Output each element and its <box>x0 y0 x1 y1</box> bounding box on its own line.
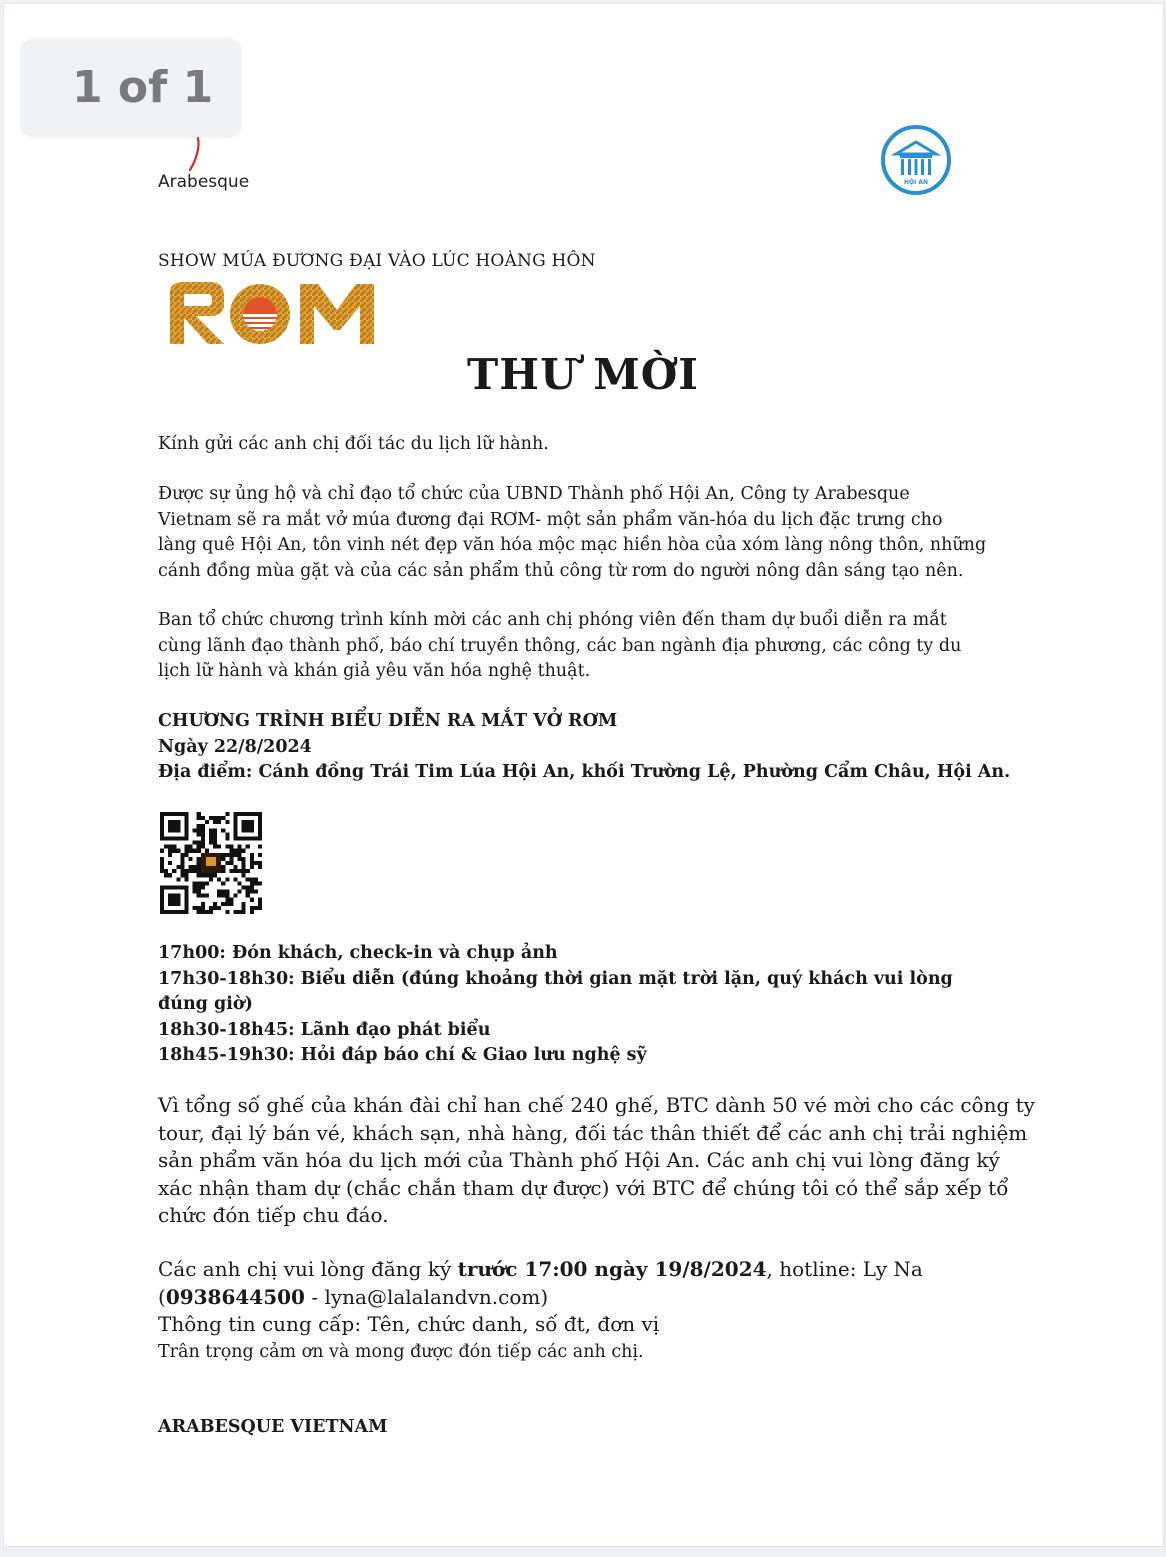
intro-line: Vietnam sẽ ra mắt vở múa đương đại RƠM- một sản phẩm văn-hóa du lịch đặc trưng cho <box>158 509 943 530</box>
register-hotline: , hotline: Ly Na <box>766 1257 923 1281</box>
register-deadline: trước 17:00 ngày 19/8/2024 <box>457 1257 767 1281</box>
schedule-item: 18h30-18h45: Lãnh đạo phát biểu <box>158 1019 491 1040</box>
thanks-line: Trân trọng cảm ơn và mong được đón tiếp các anh chị. <box>158 1342 644 1362</box>
greeting: Kính gửi các anh chị đối tác du lịch lữ hành. <box>158 434 549 454</box>
seats-line: Vì tổng số ghế của khán đài chỉ han chế 240 ghế, BTC dành 50 vé mời cho các công ty <box>158 1093 1035 1117</box>
schedule-item: 17h00: Đón khách, check-in và chụp ảnh <box>158 943 558 963</box>
hoi-an-seal-icon <box>880 124 952 196</box>
letter-title: THƯ MỜI <box>467 350 699 399</box>
seats-line: sản phẩm văn hóa du lịch mới của Thành phố Hội An. Các anh chị vui lòng đăng ký <box>158 1148 1000 1172</box>
event-details <box>158 709 1038 786</box>
brand-mark-icon <box>188 136 202 172</box>
register-prefix: Các anh chị vui lòng đăng ký <box>158 1257 458 1281</box>
seal-text: HỘI AN <box>903 179 929 186</box>
registration <box>158 1256 1038 1339</box>
seats-line: tour, đại lý bán vé, khách sạn, nhà hàng, đối tác thân thiết để các anh chị trải nghiệm <box>158 1120 1028 1145</box>
event-heading: CHƯƠNG TRÌNH BIỂU DIỄN RA MẮT VỞ RƠM <box>158 711 618 731</box>
registration-line <box>158 1256 1038 1284</box>
intro-paragraph <box>158 482 1038 584</box>
seats-line: chức đón tiếp chu đáo. <box>158 1203 389 1227</box>
invite-line: lịch lữ hành và khán giả yêu văn hóa nghệ thuật. <box>158 661 591 681</box>
intro-line: cánh đồng mùa gặt và của các sản phẩm thủ công từ rơm do người nông dân sáng tạo nên. <box>158 560 964 581</box>
seats-line: xác nhận tham dự (chắc chắn tham dự được) với BTC để chúng tôi có thể sắp xếp tổ <box>158 1175 1009 1200</box>
intro-line: Được sự ủng hộ và chỉ đạo tổ chức của UBND Thành phố Hội An, Công ty Arabesque <box>158 484 910 504</box>
rom-show-logo <box>162 278 387 348</box>
schedule-item: đúng giờ) <box>158 994 253 1014</box>
schedule-item: 17h30-18h30: Biểu diễn (đúng khoảng thời gian mặt trời lặn, quý khách vui lòng <box>158 968 953 989</box>
invite-line: Ban tổ chức chương trình kính mời các anh chị phóng viên đến tham dự buổi diễn ra mắt <box>158 610 947 630</box>
brand-name: Arabesque <box>158 172 250 192</box>
schedule <box>158 941 1038 1069</box>
invite-paragraph <box>158 608 1038 685</box>
signature: ARABESQUE VIETNAM <box>158 1417 388 1437</box>
page-indicator: 1 of 1 <box>20 38 242 138</box>
schedule-item: 18h45-19h30: Hỏi đáp báo chí & Giao lưu nghệ sỹ <box>158 1045 647 1065</box>
qr-code[interactable] <box>160 812 262 914</box>
contact-email[interactable]: - lyna@lalalandvn.com) <box>304 1284 549 1309</box>
intro-line: làng quê Hội An, tôn vinh nét đẹp văn hóa mộc mạc hiền hòa của xóm làng nông thôn, những <box>158 535 987 555</box>
contact-phone[interactable]: 0938644500 <box>165 1284 305 1309</box>
seats-paragraph <box>158 1092 1038 1230</box>
contact-paren: ( <box>158 1284 166 1309</box>
info-line: Thông tin cung cấp: Tên, chức danh, số đt, đơn vị <box>158 1312 660 1336</box>
show-subtitle: SHOW MÚA ĐƯƠNG ĐẠI VÀO LÚC HOÀNG HÔN <box>158 251 596 271</box>
event-venue: Địa điểm: Cánh đồng Trái Tim Lúa Hội An, khối Trường Lệ, Phường Cẩm Châu, Hội An. <box>158 762 1011 782</box>
invite-line: cùng lãnh đạo thành phố, báo chí truyền thông, các ban ngành địa phương, các công ty du <box>158 635 962 656</box>
event-date: Ngày 22/8/2024 <box>158 736 312 757</box>
contact-line <box>158 1284 1038 1312</box>
